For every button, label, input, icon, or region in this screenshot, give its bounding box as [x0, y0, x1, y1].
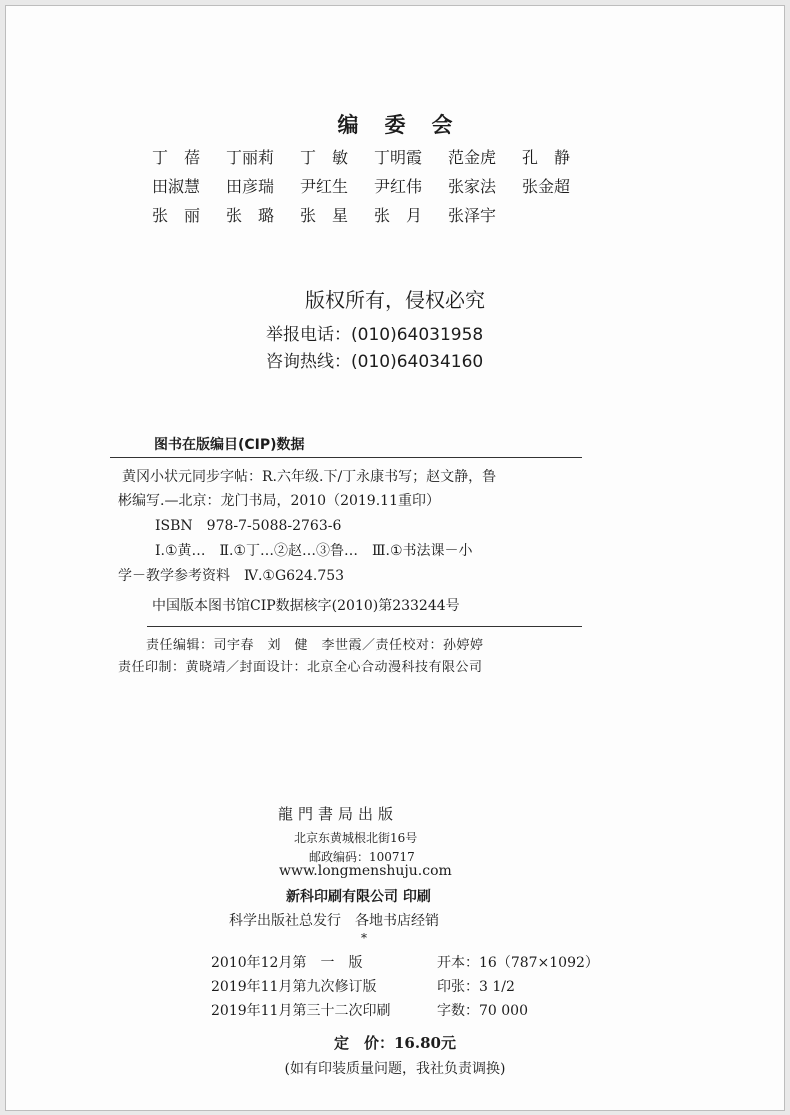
cip-record: 中国版本图书馆CIP数据核字(2010)第233244号	[152, 598, 460, 614]
member-name: 孔 静	[522, 148, 571, 167]
member-name: 张 星	[300, 206, 349, 225]
member-name: 张家法	[448, 177, 497, 196]
distribution: 科学出版社总发行 各地书店经销	[229, 913, 439, 929]
printing-info-row	[211, 976, 515, 996]
edition-date: 2019年11月第九次修订版	[211, 979, 377, 995]
member-name: 范金虎	[448, 148, 497, 167]
printing-info-row	[211, 1000, 528, 1020]
member-name: 张金超	[522, 177, 571, 196]
format-spec: 印张：3 1/2	[437, 979, 515, 995]
member-name: 尹红伟	[374, 177, 423, 196]
committee-members	[152, 143, 596, 230]
member-name: 张泽宇	[448, 206, 497, 225]
staff-credits: 责任编辑：司宇春 刘 健 李世霞／责任校对：孙婷婷	[146, 638, 484, 653]
printer-name: 新科印刷有限公司 印刷	[286, 889, 431, 905]
format-spec: 字数：70 000	[437, 1003, 528, 1019]
member-name: 丁丽莉	[226, 148, 275, 167]
member-name: 丁 敏	[300, 148, 349, 167]
member-name: 张 璐	[226, 206, 275, 225]
committee-row	[152, 201, 596, 230]
member-name: 田淑慧	[152, 177, 201, 196]
member-name: 田彦瑞	[226, 177, 275, 196]
edition-date: 2019年11月第三十二次印刷	[211, 1003, 391, 1019]
member-name: 丁明霞	[374, 148, 423, 167]
publisher-postcode: 邮政编码：100717	[309, 850, 415, 864]
cip-heading: 图书在版编目(CIP)数据	[154, 437, 305, 453]
member-name: 张 丽	[152, 206, 201, 225]
cip-classification: 学－教学参考资料 Ⅳ.①G624.753	[118, 568, 345, 584]
staff-credits: 责任印制：黄晓靖／封面设计：北京全心合动漫科技有限公司	[118, 660, 483, 675]
price: 定 价：16.80元	[334, 1034, 456, 1052]
cip-isbn: ISBN 978-7-5088-2763-6	[155, 518, 342, 534]
format-spec: 开本：16（787×1092）	[437, 955, 599, 971]
printing-info-row	[211, 952, 599, 972]
cip-block	[110, 457, 582, 629]
publisher-address: 北京东黄城根北街16号	[294, 831, 418, 845]
cip-title-line: 黄冈小状元同步字帖：R.六年级.下/丁永康书写；赵文静，鲁	[122, 469, 497, 485]
copyright-statement: 版权所有，侵权必究	[305, 288, 485, 312]
report-phone: 举报电话：(010)64031958	[266, 325, 484, 345]
member-name: 丁 蓓	[152, 148, 201, 167]
publisher-website: www.longmenshuju.com	[279, 863, 452, 879]
committee-title: 编委会	[337, 112, 479, 137]
cip-title-line: 彬编写.—北京：龙门书局，2010（2019.11重印）	[118, 493, 440, 509]
hotline-phone: 咨询热线：(010)64034160	[266, 352, 484, 372]
separator-star: *	[361, 931, 367, 945]
member-name: 张 月	[374, 206, 423, 225]
edition-date: 2010年12月第 一 版	[211, 955, 363, 971]
divider	[147, 626, 582, 627]
publisher-name: 龍門書局出版	[278, 805, 399, 823]
member-name: 尹红生	[300, 177, 349, 196]
cip-classification: Ⅰ.①黄… Ⅱ.①丁…②赵…③鲁… Ⅲ.①书法课－小	[155, 543, 473, 559]
committee-row	[152, 143, 596, 172]
copyright-page	[5, 5, 785, 1111]
quality-note: (如有印装质量问题，我社负责调换)	[284, 1061, 506, 1077]
committee-row	[152, 172, 596, 201]
